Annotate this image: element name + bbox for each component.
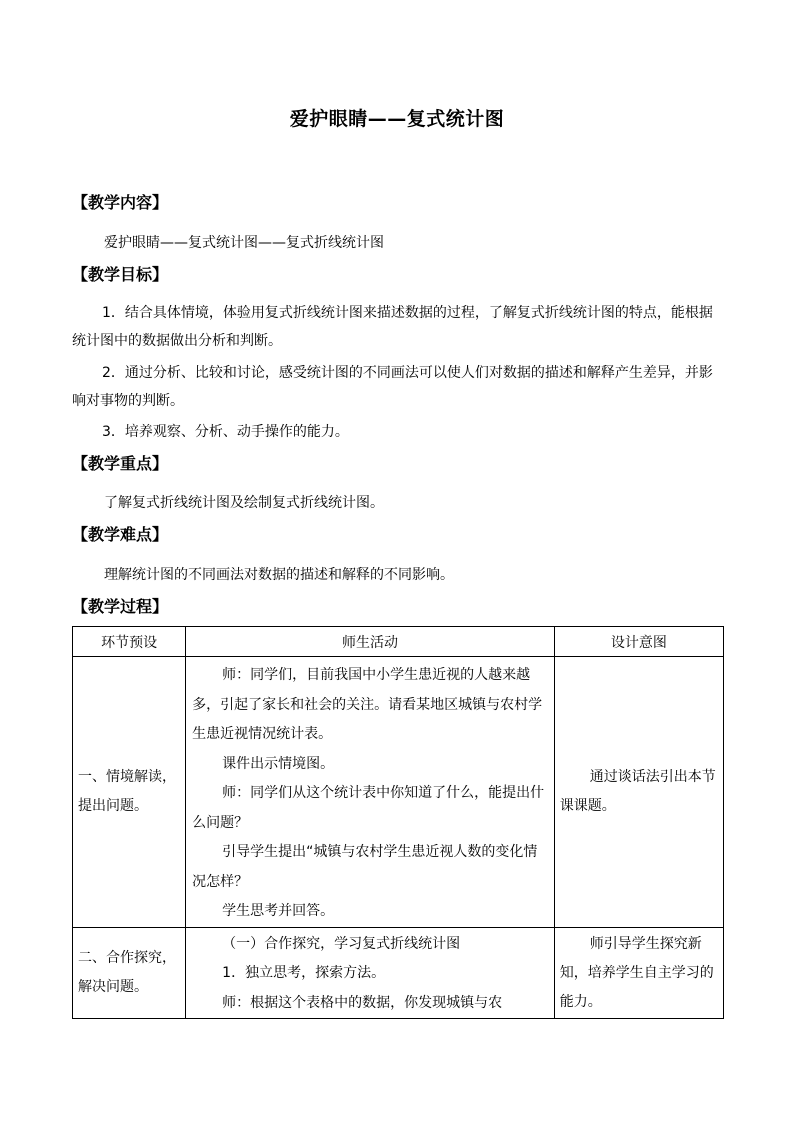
- activity-line: 学生思考并回答。: [222, 903, 335, 919]
- table-row: [73, 657, 724, 928]
- key-points-text: 了解复式折线统计图及绘制复式折线统计图。: [104, 495, 384, 511]
- header-activity: 师生活动: [186, 627, 555, 657]
- intent-cell: [554, 927, 723, 1019]
- process-table: [72, 626, 724, 1019]
- section-heading-goals: 【教学目标】: [72, 265, 169, 284]
- activity-line: 课件出示情境图。: [222, 755, 335, 772]
- table-header-row: [73, 627, 724, 657]
- difficulties-text: 理解统计图的不同画法对数据的描述和解释的不同影响。: [104, 567, 454, 583]
- activity-cell: [186, 927, 555, 1019]
- activity-line: 引导学生提出“城镇与农村学生患近视人数的变化情况怎样？: [192, 844, 538, 890]
- goal-item-3: 3．培养观察、分析、动手操作的能力。: [102, 424, 349, 440]
- activity-line: 1．独立思考，探索方法。: [222, 965, 386, 981]
- activity-line: 师：同学们，目前我国中小学生患近视的人越来越多，引起了家长和社会的关注。请看某地区城镇与农村学生患近视情况统计表。: [192, 667, 543, 742]
- intent-text: 通过谈话法引出本节课课题。: [559, 768, 716, 814]
- activity-cell: [186, 657, 555, 928]
- document-title: 爱护眼睛——复式统计图: [289, 108, 505, 130]
- goal-item-2: 2．通过分析、比较和讨论，感受统计图的不同画法可以使人们对数据的描述和解释产生差异，并影响对事物的判断。: [72, 365, 713, 409]
- stage-cell: 二、合作探究，解决问题。: [73, 927, 186, 1019]
- header-stage: 环节预设: [73, 627, 186, 657]
- section-heading-content: 【教学内容】: [72, 193, 169, 212]
- activity-line: 师：同学们从这个统计表中你知道了什么，能提出什么问题？: [192, 785, 545, 831]
- section-heading-difficulties: 【教学难点】: [72, 525, 169, 544]
- header-intent: 设计意图: [554, 627, 723, 657]
- section-heading-key-points: 【教学重点】: [72, 454, 169, 473]
- activity-line: （一）合作探究，学习复式折线统计图: [222, 935, 461, 952]
- activity-line: 师：根据这个表格中的数据，你发现城镇与农: [222, 994, 503, 1011]
- section-heading-process: 【教学过程】: [72, 597, 169, 616]
- content-text: 爱护眼睛——复式统计图——复式折线统计图: [104, 235, 384, 251]
- intent-text: 师引导学生探究新知，培养学生自主学习的能力。: [559, 935, 714, 1010]
- intent-cell: [554, 657, 723, 928]
- stage-cell: 一、情境解读，提出问题。: [73, 657, 186, 928]
- goal-item-1: 1．结合具体情境，体验用复式折线统计图来描述数据的过程，了解复式折线统计图的特点，能根据统计图中的数据做出分析和判断。: [72, 305, 713, 349]
- table-row: [73, 927, 724, 1019]
